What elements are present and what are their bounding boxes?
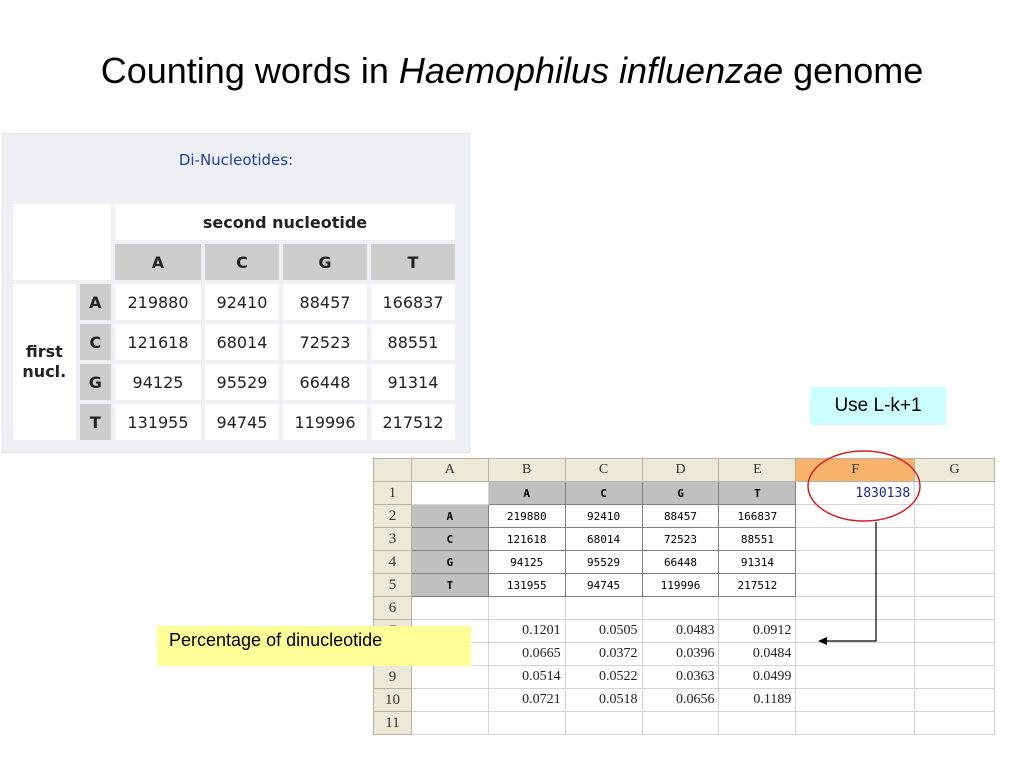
count-cell[interactable]: 91314 (719, 551, 796, 574)
table-cell: 119996 (283, 404, 367, 440)
row-header-g: G (80, 364, 111, 400)
sheet-cell[interactable] (796, 528, 915, 551)
spreadsheet (373, 458, 995, 740)
count-cell[interactable]: 217512 (719, 574, 796, 597)
title-organism: Haemophilus influenzae (398, 50, 784, 91)
percentage-cell[interactable]: 0.0721 (488, 689, 565, 712)
sheet-cell[interactable] (411, 712, 488, 735)
sheet-cell[interactable] (719, 597, 796, 620)
percentage-cell[interactable]: 0.0656 (642, 689, 719, 712)
dinucleotide-panel (2, 133, 470, 453)
first-nucleotide-header (13, 284, 76, 440)
row-number[interactable]: 11 (374, 712, 412, 735)
dinucleotide-heading: Di-Nucleotides: (178, 151, 294, 169)
column-header[interactable]: E (719, 459, 796, 482)
percentage-cell[interactable]: 0.0912 (719, 620, 796, 643)
col-header-t: T (371, 244, 455, 280)
table-cell: 88551 (371, 324, 455, 360)
sheet-cell[interactable] (915, 643, 995, 666)
sheet-cell[interactable] (915, 689, 995, 712)
sheet-header-cell[interactable]: G (642, 482, 719, 505)
sheet-cell[interactable] (642, 597, 719, 620)
table-cell: 68014 (205, 324, 279, 360)
row-header-c: C (80, 324, 111, 360)
slide-title (0, 50, 1024, 92)
sheet-cell[interactable] (915, 574, 995, 597)
table-cell: 88457 (283, 284, 367, 320)
table-cell: 219880 (115, 284, 201, 320)
sheet-cell[interactable] (796, 551, 915, 574)
percentage-cell[interactable]: 0.0484 (719, 643, 796, 666)
sheet-cell[interactable] (796, 643, 915, 666)
sheet-cell[interactable] (411, 597, 488, 620)
sheet-header-cell[interactable]: T (411, 574, 488, 597)
column-header[interactable]: D (642, 459, 719, 482)
count-cell[interactable]: 92410 (565, 505, 642, 528)
count-cell[interactable]: 166837 (719, 505, 796, 528)
sheet-cell[interactable] (565, 712, 642, 735)
row-number[interactable]: 6 (374, 597, 412, 620)
count-cell[interactable]: 94745 (565, 574, 642, 597)
percentage-cell[interactable]: 0.0483 (642, 620, 719, 643)
row-number[interactable]: 2 (374, 505, 412, 528)
title-prefix: Counting words in (100, 50, 399, 91)
count-cell[interactable]: 121618 (488, 528, 565, 551)
sheet-cell[interactable] (796, 597, 915, 620)
percentage-cell[interactable]: 0.0518 (565, 689, 642, 712)
column-header[interactable]: A (411, 459, 488, 482)
sheet-cell[interactable] (411, 482, 488, 505)
length-note: Use L-k+1 (810, 387, 946, 425)
sheet-header-cell[interactable]: T (719, 482, 796, 505)
table-cell: 94745 (205, 404, 279, 440)
table-cell: 121618 (115, 324, 201, 360)
sheet-cell[interactable] (796, 574, 915, 597)
row-header-t: T (80, 404, 111, 440)
dinucleotide-table (9, 200, 459, 444)
count-cell[interactable]: 72523 (642, 528, 719, 551)
sheet-cell[interactable] (796, 620, 915, 643)
percentage-callout: Percentage of dinucleotide (157, 626, 471, 666)
row-number[interactable]: 5 (374, 574, 412, 597)
row-number[interactable]: 9 (374, 666, 412, 689)
column-header[interactable]: G (915, 459, 995, 482)
count-cell[interactable]: 95529 (565, 551, 642, 574)
percentage-cell[interactable]: 0.0372 (565, 643, 642, 666)
first-header-line1: first (25, 342, 63, 361)
sheet-cell[interactable] (411, 689, 488, 712)
count-cell[interactable]: 119996 (642, 574, 719, 597)
first-header-line2: nucl. (22, 362, 67, 381)
percentage-cell[interactable]: 0.0514 (488, 666, 565, 689)
count-cell[interactable]: 88551 (719, 528, 796, 551)
sheet-cell[interactable] (915, 666, 995, 689)
percentage-cell[interactable]: 0.0522 (565, 666, 642, 689)
table-cell: 95529 (205, 364, 279, 400)
sheet-header-cell[interactable]: C (565, 482, 642, 505)
count-cell[interactable]: 94125 (488, 551, 565, 574)
select-all-corner[interactable] (374, 459, 412, 482)
sheet-cell[interactable] (915, 712, 995, 735)
count-cell[interactable]: 68014 (565, 528, 642, 551)
count-cell[interactable]: 219880 (488, 505, 565, 528)
title-suffix: genome (783, 50, 924, 91)
total-count-cell[interactable]: 1830138 (796, 482, 915, 505)
sheet-cell[interactable] (915, 505, 995, 528)
sheet-header-cell[interactable]: A (488, 482, 565, 505)
sheet-cell[interactable] (915, 620, 995, 643)
sheet-cell[interactable] (719, 712, 796, 735)
row-number[interactable]: 3 (374, 528, 412, 551)
sheet-header-cell[interactable]: A (411, 505, 488, 528)
sheet-cell[interactable] (488, 597, 565, 620)
table-cell: 217512 (371, 404, 455, 440)
col-header-a: A (115, 244, 201, 280)
spreadsheet-grid (373, 458, 995, 735)
row-number[interactable]: 10 (374, 689, 412, 712)
percentage-cell[interactable]: 0.0505 (565, 620, 642, 643)
sheet-cell[interactable] (796, 505, 915, 528)
percentage-cell[interactable]: 0.1201 (488, 620, 565, 643)
sheet-cell[interactable] (915, 482, 995, 505)
row-number[interactable]: 1 (374, 482, 412, 505)
sheet-cell[interactable] (915, 597, 995, 620)
sheet-cell[interactable] (642, 712, 719, 735)
percentage-cell[interactable]: 0.0499 (719, 666, 796, 689)
count-cell[interactable]: 66448 (642, 551, 719, 574)
table-cell: 166837 (371, 284, 455, 320)
column-header[interactable]: C (565, 459, 642, 482)
sheet-cell[interactable] (565, 597, 642, 620)
table-cell: 66448 (283, 364, 367, 400)
column-header[interactable]: B (488, 459, 565, 482)
sheet-cell[interactable] (796, 712, 915, 735)
sheet-header-cell[interactable]: G (411, 551, 488, 574)
count-cell[interactable]: 88457 (642, 505, 719, 528)
percentage-cell[interactable]: 0.0665 (488, 643, 565, 666)
sheet-header-cell[interactable]: C (411, 528, 488, 551)
table-cell: 92410 (205, 284, 279, 320)
row-number[interactable]: 4 (374, 551, 412, 574)
sheet-cell[interactable] (915, 551, 995, 574)
sheet-cell[interactable] (796, 666, 915, 689)
col-header-g: G (283, 244, 367, 280)
table-cell: 94125 (115, 364, 201, 400)
percentage-cell[interactable]: 0.1189 (719, 689, 796, 712)
second-nucleotide-header: second nucleotide (115, 204, 455, 240)
table-cell: 72523 (283, 324, 367, 360)
percentage-cell[interactable]: 0.0396 (642, 643, 719, 666)
corner-cell (13, 204, 111, 280)
table-cell: 91314 (371, 364, 455, 400)
sheet-cell[interactable] (411, 666, 488, 689)
column-header-selected[interactable]: F (796, 459, 915, 482)
sheet-cell[interactable] (915, 528, 995, 551)
percentage-cell[interactable]: 0.0363 (642, 666, 719, 689)
col-header-c: C (205, 244, 279, 280)
sheet-cell[interactable] (488, 712, 565, 735)
sheet-cell[interactable] (796, 689, 915, 712)
row-header-a: A (80, 284, 111, 320)
count-cell[interactable]: 131955 (488, 574, 565, 597)
table-cell: 131955 (115, 404, 201, 440)
